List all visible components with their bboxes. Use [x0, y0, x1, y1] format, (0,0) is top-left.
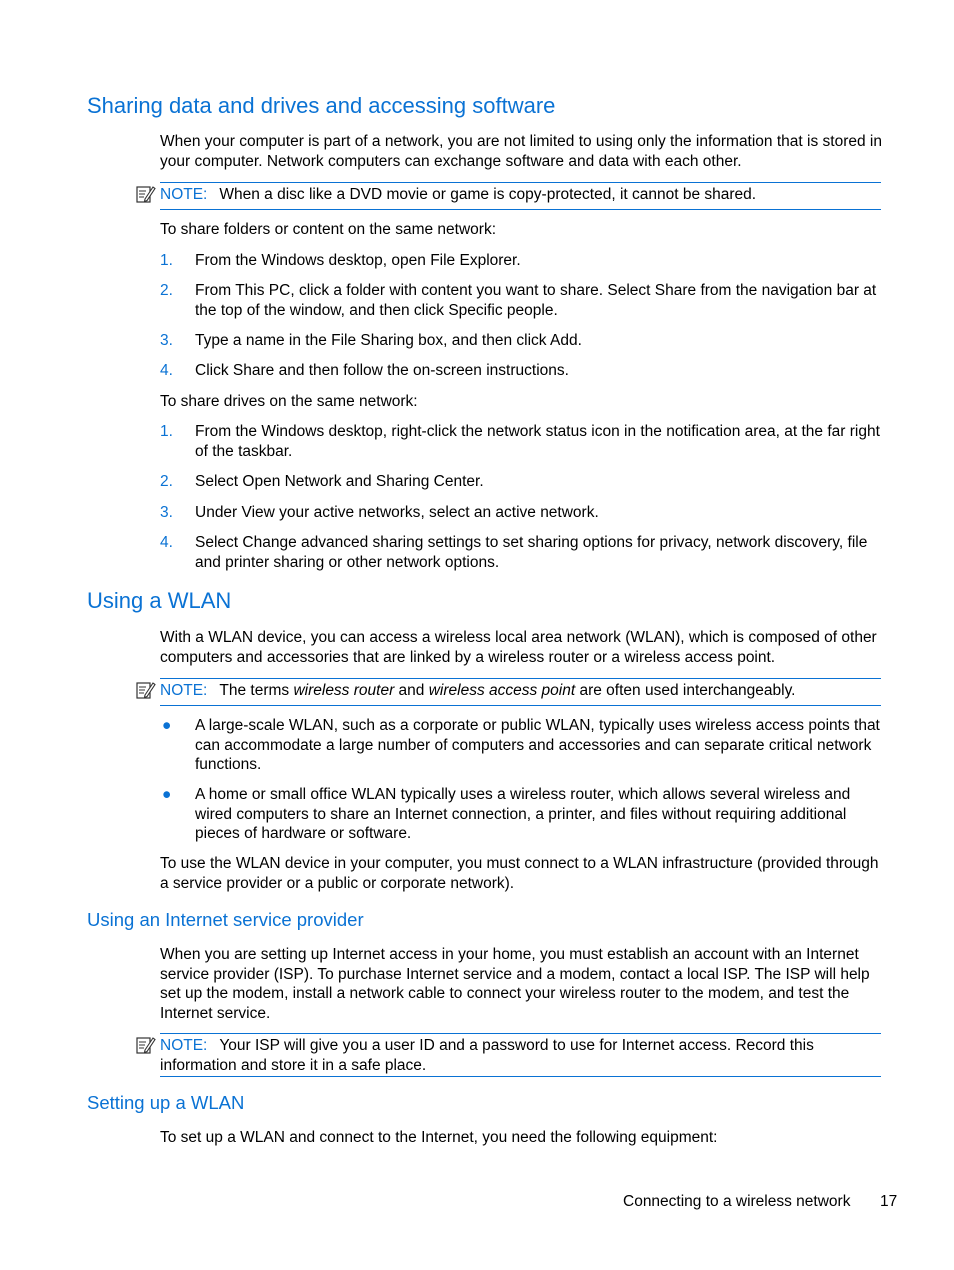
- note-text: The terms: [219, 682, 294, 699]
- step-text: From: [195, 282, 236, 299]
- page-number: 17: [880, 1193, 898, 1210]
- note-label: NOTE:: [160, 682, 208, 699]
- step-text: .: [479, 473, 484, 490]
- note-text: Your ISP will give you a user ID and a password to use for Internet access. Record this information and store it in a safe place.: [160, 1037, 814, 1074]
- step-text: and then follow the on-screen instructions.: [274, 362, 569, 379]
- step-text: .: [516, 252, 521, 269]
- ui-term-specific-people: Specific people: [448, 301, 554, 319]
- step-text: From the Windows desktop, open: [195, 252, 431, 269]
- step-text: from the navigation bar at the top of the window, and then click: [195, 282, 877, 319]
- ui-term-file-explorer: File Explorer: [430, 252, 517, 269]
- setup-intro: To set up a WLAN and connect to the Internet, you need the following equipment:: [160, 1129, 718, 1146]
- ui-term-file-sharing: File Sharing: [331, 332, 414, 349]
- step-number: 2.: [160, 282, 173, 299]
- wlan-intro: With a WLAN device, you can access a wireless local area network (WLAN), which is composed of other computers and accessories that are linked by a wireless router or a wireless access point.: [160, 629, 877, 666]
- bullet-mark: ●: [162, 717, 172, 734]
- step-text: Select: [195, 473, 243, 490]
- step-number: 4.: [160, 534, 173, 551]
- footer-chapter-title: Connecting to a wireless network: [623, 1193, 851, 1210]
- step-number: 1.: [160, 252, 173, 269]
- step-text: , click a folder with content you want to share. Select: [290, 282, 655, 299]
- note-text: are often used interchangeably.: [575, 682, 796, 699]
- note-term-wireless-access-point: wireless access point: [428, 682, 576, 699]
- ui-term-advanced-sharing: Change advanced sharing settings: [242, 534, 482, 551]
- ui-term-network-sharing-center: Open Network and Sharing Center: [242, 473, 480, 490]
- folder-step-4: [195, 361, 885, 381]
- step-text: Type a name in the: [195, 332, 332, 349]
- section-title-setting-up-wlan: Setting up a WLAN: [87, 1092, 245, 1113]
- bullet-home-wlan: A home or small office WLAN typically uses a wireless router, which allows several wireless and wired computers to share an Internet connection, a printer, and files without requiring additional pieces of hardware or software.: [195, 786, 851, 842]
- note-box-terms: [160, 678, 881, 706]
- step-number: 2.: [160, 473, 173, 490]
- section-title-sharing: Sharing data and drives and accessing software: [87, 93, 556, 118]
- ui-term-add: Add: [550, 332, 578, 349]
- step-text: box, and then click: [413, 332, 550, 349]
- section-title-wlan: Using a WLAN: [87, 588, 232, 613]
- note-pencil-icon: [136, 680, 156, 700]
- drive-step-1: From the Windows desktop, right-click the network status icon in the notification area, at the far right of the taskbar.: [195, 423, 880, 460]
- step-text: Select: [195, 534, 243, 551]
- drives-intro: To share drives on the same network:: [160, 393, 418, 410]
- note-box-copy-protected: [160, 182, 881, 210]
- folder-step-2: [195, 281, 885, 320]
- step-number: 3.: [160, 332, 173, 349]
- step-number: 3.: [160, 504, 173, 521]
- note-term-wireless-router: wireless router: [293, 682, 395, 699]
- note-pencil-icon: [136, 184, 156, 204]
- drive-step-4: [195, 533, 885, 572]
- note-label: NOTE:: [160, 186, 208, 203]
- bullet-large-scale-wlan: A large-scale WLAN, such as a corporate or public WLAN, typically uses wireless access points that can accommodate a large number of computers and accessories and can separate critical network functions.: [195, 717, 880, 773]
- step-text: Under: [195, 504, 242, 521]
- step-text: to set sharing options for privacy, network discovery, file and printer sharing or other network options.: [195, 534, 868, 571]
- note-label: NOTE:: [160, 1037, 208, 1054]
- folders-intro: To share folders or content on the same network:: [160, 221, 497, 238]
- drive-step-3: [195, 503, 885, 523]
- step-text: , select an active network.: [420, 504, 599, 521]
- drive-step-2: [195, 472, 885, 492]
- ui-term-this-pc: This PC: [235, 282, 291, 299]
- ui-term-active-networks: View your active networks: [241, 504, 421, 521]
- step-number: 4.: [160, 362, 173, 379]
- step-text: .: [553, 301, 558, 319]
- step-text: .: [577, 332, 582, 349]
- folder-step-3: [195, 331, 885, 351]
- bullet-mark: ●: [162, 786, 172, 803]
- section-title-isp: Using an Internet service provider: [87, 909, 364, 930]
- step-text: Click: [195, 362, 233, 379]
- folder-step-1: [195, 251, 885, 271]
- wlan-closing: To use the WLAN device in your computer, you must connect to a WLAN infrastructure (provided through a service provider or a public or corporate network).: [160, 855, 879, 892]
- note-box-isp: [160, 1033, 881, 1077]
- ui-term-share: Share: [654, 282, 697, 299]
- isp-intro: When you are setting up Internet access in your home, you must establish an account with an Internet service provider (ISP). To purchase Internet service and a modem, contact a local ISP. The ISP will help set up the modem, install a network cable to connect your wireless router to the modem, and test the Internet service.: [160, 946, 870, 1022]
- ui-term-share: Share: [232, 362, 275, 379]
- note-text: When a disc like a DVD movie or game is copy-protected, it cannot be shared.: [219, 186, 757, 203]
- note-pencil-icon: [136, 1035, 156, 1055]
- step-number: 1.: [160, 423, 173, 440]
- note-text: and: [394, 682, 429, 699]
- sharing-intro: When your computer is part of a network, you are not limited to using only the information that is stored in your computer. Network computers can exchange software and data with each other.: [160, 133, 882, 170]
